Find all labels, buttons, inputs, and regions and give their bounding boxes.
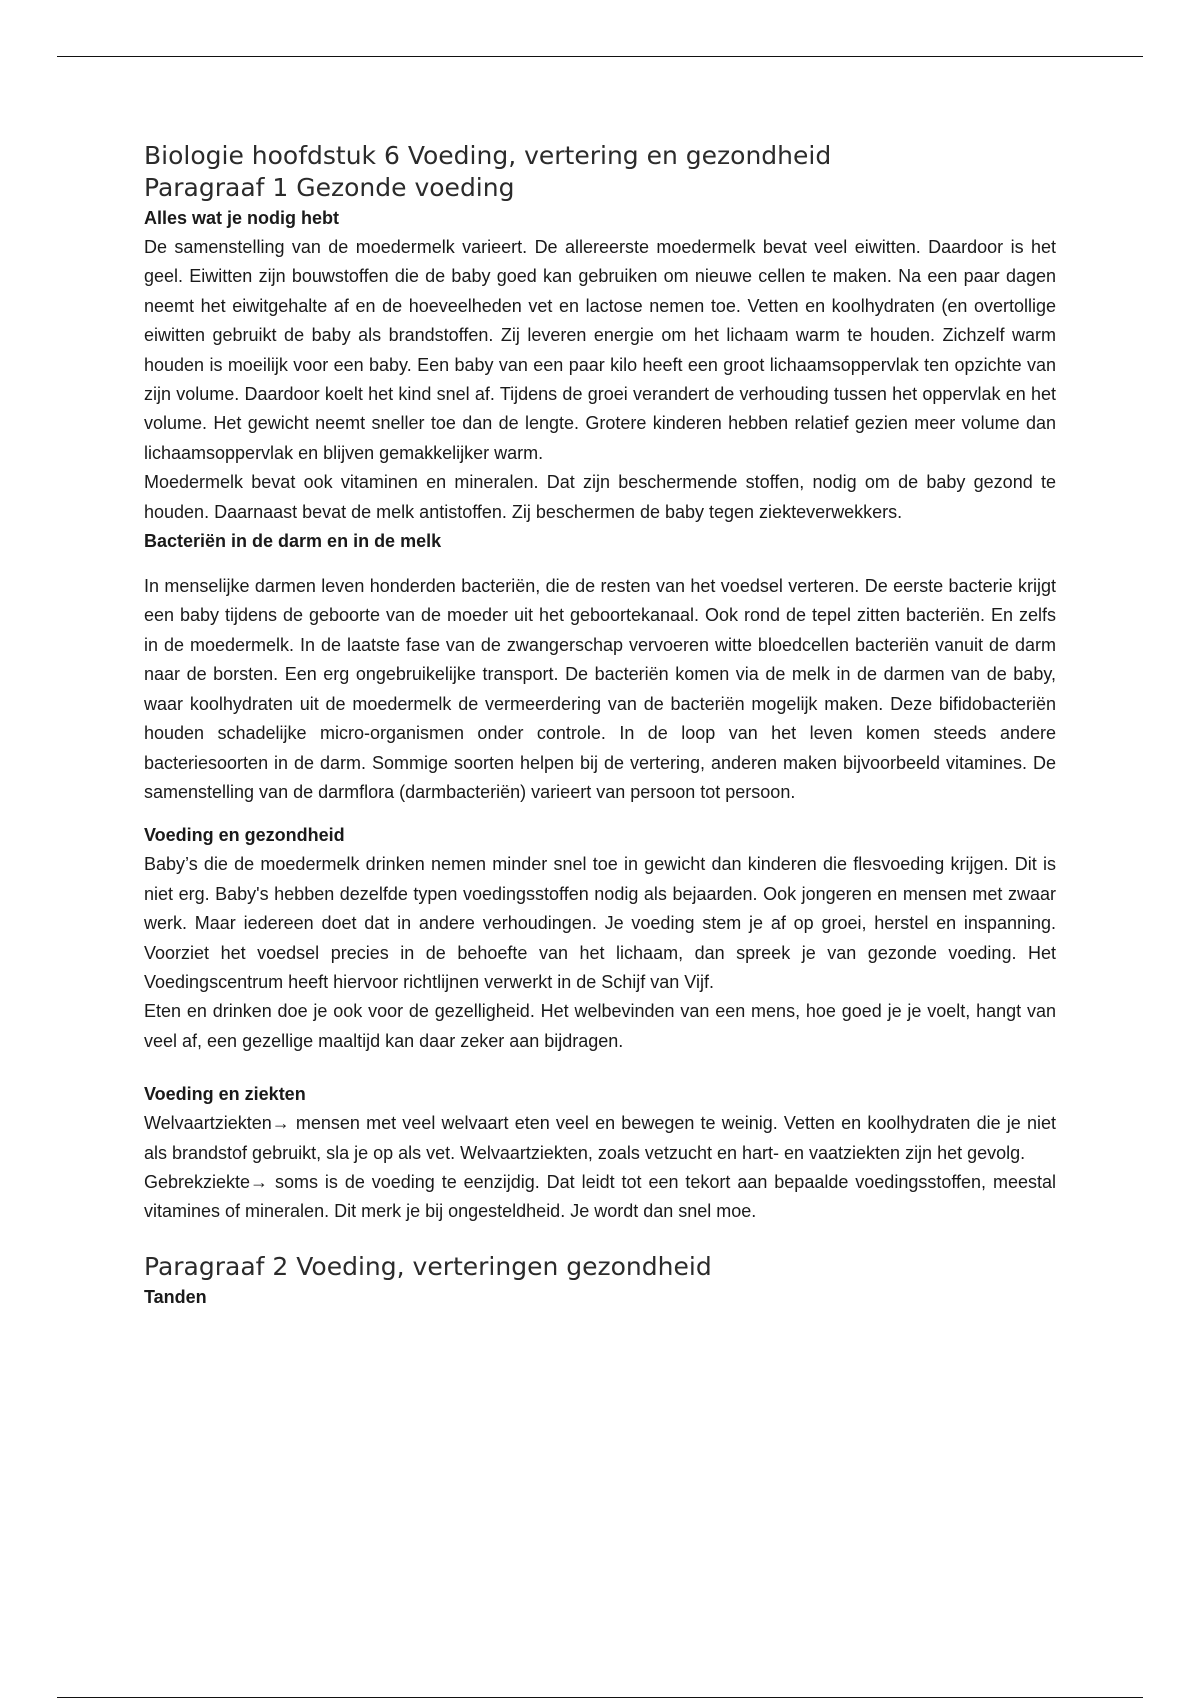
section-heading-ziekten: Voeding en ziekten [144,1084,306,1105]
footer-rule [57,1697,1143,1698]
section-text-bacterien: In menselijke darmen leven honderden bacteriën, die de resten van het voedsel verteren. De eerste bacterie krijgt een baby tijdens de geboorte van de moeder uit het geboortekanaal. Ook rond de tepel zitten bacteriën. En zelfs in de moedermelk. In de laatste fase van de zwangerschap vervoeren witte bloedcellen bacteriën vanuit de darm naar de borsten. Een erg ongebruikelijke transport. De bacteriën komen via de melk in de darmen van de baby, waar koolhydraten uit de moedermelk de vermeerdering van de bacteriën mogelijk maken. Deze bifidobacteriën houden schadelijke micro-organismen onder controle. In de loop van het leven komen steeds andere bacteriesoorten in de darm. Sommige soorten helpen bij de vertering, anderen maken bijvoorbeeld vitamines. De samenstelling van de darmflora (darmbacteriën) varieert van persoon tot persoon. [144,576,1056,802]
section-text-welvaartziekten: Welvaartziekten→ mensen met veel welvaart eten veel en bewegen te weinig. Vetten en koolhydraten die je niet als brandstof gebruikt, sla je op als vet. Welvaartziekten, zoals vetzucht en hart- en vaatziekten zijn het gevolg. [144,1113,1056,1163]
section-heading-bacterien: Bacteriën in de darm en in de melk [144,531,442,552]
header-rule [57,56,1143,57]
section-text-gebrekziekte: Gebrekziekte→ soms is de voeding te eenzijdig. Dat leidt tot een tekort aan bepaalde voedingsstoffen, meestal vitamines of mineralen. Dit merk je bij ongesteldheid. Je wordt dan snel moe. [144,1171,1056,1222]
spacer [144,1056,1056,1080]
document-body [144,140,1056,1312]
spacer [144,556,1056,572]
section-text-gezondheid-2: Eten en drinken doe je ook voor de gezelligheid. Het welbevinden van een mens, hoe goed je je voelt, hangt van veel af, een gezellige maaltijd kan daar zeker aan bijdragen. [144,1001,1056,1051]
paragraph-2-heading: Paragraaf 2 Voeding, verteringen gezondheid [144,1251,712,1281]
section-heading-alles: Alles wat je nodig hebt [144,208,340,228]
section-text-alles-1: De samenstelling van de moedermelk varieert. De allereerste moedermelk bevat veel eiwitten. Daardoor is het geel. Eiwitten zijn bouwstoffen die de baby goed kan gebruiken om nieuwe cellen te maken. Na een paar dagen neemt het eiwitgehalte af en de hoeveelheden vet en lactose nemen toe. Vetten en koolhydraten (en overtollige eiwitten gebruikt de baby als brandstoffen. Zij leveren energie om het lichaam warm te houden. Zichzelf warm houden is moeilijk voor een baby. Een baby van een paar kilo heeft een groot lichaamsoppervlak ten opzichte van zijn volume. Daardoor koelt het kind snel af. Tijdens de groei verandert de verhouding tussen het oppervlak en het volume. Het gewicht neemt sneller toe dan de lengte. Grotere kinderen hebben relatief gezien meer volume dan lichaamsoppervlak en blijven gemakkelijker warm. [144,237,1056,463]
section-heading-tanden: Tanden [144,1286,207,1307]
paragraph-1-heading: Paragraaf 1 Gezonde voeding [144,173,515,202]
section-text-alles-2: Moedermelk bevat ook vitaminen en mineralen. Dat zijn beschermende stoffen, nodig om de baby gezond te houden. Daarnaast bevat de melk antistoffen. Zij beschermen de baby tegen ziekteverwekkers. [144,472,1056,522]
document-title: Biologie hoofdstuk 6 Voeding, vertering en gezondheid [144,141,832,170]
section-text-gezondheid-1: Baby’s die de moedermelk drinken nemen minder snel toe in gewicht dan kinderen die flesvoeding krijgen. Dit is niet erg. Baby's hebben dezelfde typen voedingsstoffen nodig als bejaarden. Ook jongeren en mensen met zwaar werk. Maar iedereen doet dat in andere verhoudingen. Je voeding stem je af op groei, herstel en inspanning. Voorziet het voedsel precies in de behoefte van het lichaam, dan spreek je van gezonde voeding. Het Voedingscentrum heeft hiervoor richtlijnen verwerkt in de Schijf van Vijf. [144,854,1056,992]
section-heading-gezondheid: Voeding en gezondheid [144,825,345,846]
spacer [144,1227,1056,1251]
spacer [144,807,1056,821]
